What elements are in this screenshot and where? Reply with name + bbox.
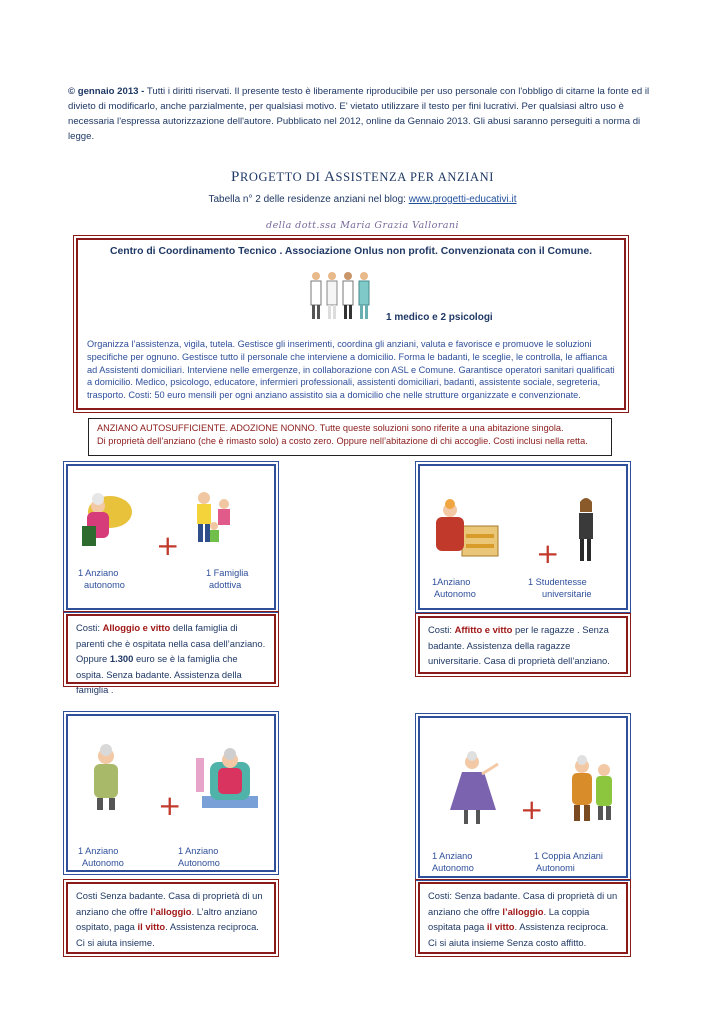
left-label: 1Anziano Autonomo — [432, 577, 476, 599]
title-part: P — [231, 169, 240, 185]
card-anziano-famiglia — [66, 464, 276, 610]
plus-icon: + — [520, 793, 544, 826]
plus-icon: + — [156, 529, 180, 562]
centro-heading: Centro di Coordinamento Tecnico . Associazione Onlus non profit. Convenzionata con il Comune. — [109, 246, 593, 257]
subtitle — [0, 194, 725, 205]
right-label: 1 Studentesse universitarie — [528, 577, 592, 599]
centro-description: Organizza l’assistenza, vigila, tutela. Gestisce gli inserimenti, coordina gli anziani, valuta e favorisce e promuove le soluzioni specifiche per ognuno. Gestisce tutto il personale che interviene a domicilio. Forma le badanti, le sceglie, le controlla, le affianca ad Assistenti domiciliari. Interviene nelle emergenze, in collaborazione con ASL e Comune. Garantisce operatori sanitari qualificati a domicilio. Medico, psicologo, educatore, infermieri professionali, assistenti domiciliari, badanti, assistente sociale, segreteria, trasporto. Costi: 50 euro mensili per ogni anziano assistito sia a domicilio che nelle strutture organizzate e convenzionate. — [87, 339, 615, 401]
nurse-figure — [359, 272, 369, 319]
left-label: 1 Anziano autonomo — [78, 568, 125, 590]
copyright-year: © gennaio 2013 - — [68, 86, 145, 97]
plus-icon: + — [158, 789, 182, 822]
copyright-notice — [68, 84, 668, 144]
centro-coordinamento-box — [76, 238, 626, 410]
copyright-text: Tutti i diritti riservati. Il presente testo è liberamente riproducibile per uso personale con l'obbligo di citarne la fonte ed il divieto di modificarlo, anche parzialmente, per qualsiasi motivo. E' vietato utilizzare il testo per fini lucrativi. Per qualsiasi altro uso è necessaria l'espressa autorizzazione dell'autore. Pubblicato nel 2012, online da Gennaio 2013. Gli abusi saranno perseguiti a norma di legge. — [68, 86, 650, 142]
elderly-woman-icon — [88, 746, 126, 812]
medical-staff-illustration — [306, 268, 376, 324]
doctor-figure — [343, 272, 353, 319]
adozione-text: Di proprietà dell’anziano (che è rimasto solo) a costo zero. Oppure nell’abitazione di chi accoglie. Costi inclusi nella retta. — [97, 436, 588, 446]
title-part: ROGETTO DI — [239, 170, 325, 184]
card-anziano-studentesse — [418, 464, 628, 610]
elderly-couple-icon — [566, 756, 618, 824]
right-label: 1 Famiglia adottiva — [206, 568, 249, 590]
page-title — [0, 169, 725, 186]
elderly-cook-icon — [430, 500, 502, 568]
author: della dott.ssa Maria Grazia Vallorani — [266, 220, 459, 231]
card-cost-box: Costi: Senza badante. Casa di proprietà di un anziano che offre l’alloggio. La coppia ospitata paga il vitto. Assistenza reciproca. Ci si aiuta insieme Senza costo affitto. — [418, 882, 628, 954]
right-label: 1 Anziano Autonomo — [178, 846, 220, 868]
card-anziano-coppia — [418, 716, 628, 878]
left-label: 1 Anziano Autonomo — [78, 846, 124, 868]
card-cost-box: Costi Senza badante. Casa di proprietà di un anziano che offre l’alloggio. L’altro anziano ospitato, paga il vitto. Assistenza reciproca. Ci si aiuta insieme. — [66, 882, 276, 954]
adozione-text: Tutte queste soluzioni sono riferite a una abitazione singola. — [317, 423, 564, 433]
plus-icon: + — [536, 537, 560, 570]
right-label: 1 Coppia Anziani Autonomi — [534, 851, 603, 873]
student-icon — [572, 498, 602, 564]
adozione-heading: ANZIANO AUTOSUFFICIENTE. ADOZIONE NONNO. — [97, 423, 318, 433]
staff-count: 1 medico e 2 psicologi — [386, 312, 493, 323]
doctor-figure — [311, 272, 321, 319]
elderly-woman-icon — [78, 490, 136, 552]
adozione-nonno-box — [88, 418, 612, 456]
family-icon — [188, 490, 243, 552]
title-part: A — [324, 169, 336, 185]
blog-link[interactable]: www.progetti-educativi.it — [408, 194, 517, 205]
dancing-elderly-icon — [444, 752, 504, 826]
title-part: SSISTENZA PER ANZIANI — [335, 170, 494, 184]
nurse-figure — [327, 272, 337, 319]
left-label: 1 Anziano Autonomo — [432, 851, 474, 873]
card-anziano-anziano — [66, 714, 276, 872]
card-cost-box: Costi: Alloggio e vitto della famiglia di parenti che è ospitata nella casa dell’anziano. Oppure 1.300 euro se è la famiglia che ospita. Senza badante. Assistenza della famiglia . — [66, 614, 276, 684]
elderly-armchair-icon — [196, 746, 262, 812]
subtitle-text: Tabella n° 2 delle residenze anziani nel blog: — [208, 194, 409, 205]
card-cost-box: Costi: Affitto e vitto per le ragazze . Senza badante. Assistenza della ragazze universitarie. Casa di proprietà dell’anziano. — [418, 616, 628, 674]
